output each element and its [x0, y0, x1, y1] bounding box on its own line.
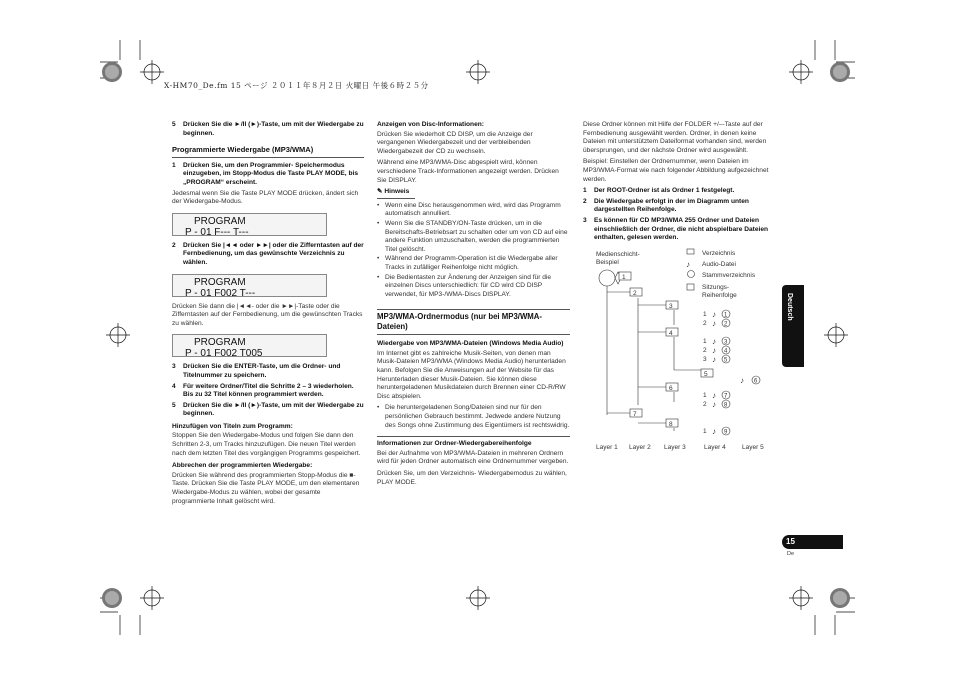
svg-text:♪: ♪ [712, 337, 716, 346]
paragraph: Drücken Sie, um den Verzeichnis- Wiedergabemodus zu wählen, PLAY MODE. [377, 470, 567, 486]
note-bullet: • Während der Programm-Operation ist die Wiedergabe aller Tracks in zufälliger Reihenfolge nicht möglich. [377, 255, 558, 271]
svg-text:♪: ♪ [712, 310, 716, 319]
step-3: 3 Es können für CD MP3/WMA 255 Ordner und Dateien einschließlich der Ordner, die nicht abspielbare Dateien enthalten, gelesen werden. [583, 216, 769, 242]
svg-text:1: 1 [703, 428, 707, 435]
note-bullet: • Die Bedientasten zur Änderung der Anzeigen sind für die einzelnen Discs unterschiedlich: für CD wird CD DISP verwendet, für MP3-/WMA-Discs DISPLAY. [377, 273, 552, 298]
svg-text:3: 3 [724, 339, 728, 346]
paragraph: Stoppen Sie den Wiedergabe-Modus und folgen Sie dann den Schritten 2-3, um Tracks hinzuzufügen. Die neuen Titel werden nach dem letzten Titel des vorgängigen Programms gespeichert. [172, 432, 361, 457]
page-language-code: De [787, 551, 795, 557]
folder-node-6 [666, 383, 678, 392]
paragraph: Drücken Sie dann die |◄◄- oder die ►►|-Taste oder die Zifferntasten auf der Fernbedienung, um die gewünschten Tracks zu wählen. [172, 302, 363, 327]
file-row [703, 337, 730, 346]
language-tab: Deutsch [782, 285, 804, 367]
step-2: 2 Die Wiedergabe erfolgt in der im Diagramm unten dargestellten Reihenfolge. [583, 197, 749, 214]
svg-text:♪: ♪ [712, 391, 716, 400]
lcd-display-1: PROGRAM P - 01 F--- T--- [172, 213, 327, 236]
svg-text:2: 2 [703, 320, 707, 327]
page-header: X-HM70_De.fm 15 ページ ２０１１年８月２日 火曜日 午後６時２５分 [164, 81, 429, 90]
legend-session: Sitzungs- [702, 284, 730, 291]
file-row [703, 319, 730, 328]
paragraph: Drücken Sie während des programmierten Stopp-Modus die ■-Taste. Drücken Sie die Taste PLAY MODE, um den elementaren Wiedergabe-Modus zu wählen, wobei der gesamte programmierte Inhalt gelöscht wird. [172, 471, 360, 505]
svg-text:2: 2 [633, 290, 637, 297]
step-3: 3 Drücken Sie die ENTER-Taste, um die Ordner- und Titelnummer zu speichern. [172, 363, 341, 379]
folder-node-1 [619, 272, 631, 281]
lcd-display-2: PROGRAM P - 01 F002 T--- [172, 274, 327, 297]
svg-text:3: 3 [703, 356, 707, 363]
layer-label: Layer 3 [664, 444, 686, 451]
registration-mark-bottom-right [789, 586, 813, 610]
column-1 [172, 121, 364, 509]
section-heading-mp3-mode: MP3/WMA-Ordnermodus (nur bei MP3/WMA-Dateien) [377, 309, 570, 335]
paragraph: Im Internet gibt es zahlreiche Musik-Seiten, von denen man Musik-Dateien MP3/WMA (Windows Media Audio) herunterladen kann. Befolgen Sie die Anweisungen auf der Website für das Herunterladen dieser Musik-Dateien. Sie können diese heruntergeladenen Musikdateien durch Brennen einer CD-R/RW Disc abspielen. [377, 349, 566, 400]
legend-folder: Verzeichnis [702, 250, 736, 257]
paragraph: Diese Ordner können mit Hilfe der FOLDER +/–-Taste auf der Fernbedienung ausgewählt werden. Ordner, in denen keine Dateien mit unterstütztem Dateiformat vorhanden sind, werden übersprungen, und der nächste Ordner wird ausgewählt. [583, 121, 767, 154]
file-row [703, 391, 730, 400]
note-heading: ✎ Hinweis [377, 188, 415, 199]
step-5b: 5 Drücken Sie die ►/II (►)-Taste, um mit der Wiedergabe zu beginnen. [172, 401, 364, 418]
folder-node-2 [630, 288, 642, 297]
step-2: 2 Drücken Sie |◄◄ oder ►►| oder die Zifferntasten auf der Fernbedienung, um das gewünschte Verzeichnis zu wählen. [172, 241, 364, 266]
paragraph: Jedesmal wenn Sie die Taste PLAY MODE drücken, ändert sich der Wiedergabe-Modus. [172, 189, 359, 206]
svg-text:2: 2 [703, 347, 707, 354]
registration-mark-top-right [789, 60, 813, 84]
subheading-cancel: Abbrechen der programmierten Wiedergabe: [172, 462, 313, 470]
svg-text:3: 3 [669, 303, 673, 310]
registration-mark-mid-right [824, 323, 848, 347]
layer-label: Layer 5 [742, 444, 764, 451]
note-icon: ✎ [377, 188, 383, 196]
subheading-add-titles: Hinzufügen von Titeln zum Programm: [172, 422, 293, 430]
file-row [703, 355, 730, 364]
subheading-disc-info: Anzeigen von Disc-Informationen: [377, 121, 484, 128]
layer-label: Layer 2 [629, 444, 651, 451]
svg-text:1: 1 [622, 274, 626, 281]
lcd-display-3: PROGRAM P - 01 F002 T005 [172, 334, 327, 357]
registration-mark-mid-left [106, 323, 130, 347]
svg-text:1: 1 [703, 311, 707, 318]
legend-root: Stammverzeichnis [702, 272, 756, 279]
file-row [740, 376, 760, 385]
svg-text:♪: ♪ [712, 427, 716, 436]
paragraph: Beispiel: Einstellen der Ordnernummer, wenn Dateien im MP3/WMA-Format wie nach folgender Abbildung aufgezeichnet werden. [583, 158, 769, 183]
page-number: 15 [786, 537, 795, 546]
svg-text:6: 6 [669, 385, 673, 392]
step-1: 1 Drücken Sie, um den Programmier- Speichermodus einzugeben, im Stopp-Modus die Taste PLAY MODE, bis „PROGRAM“ erscheint. [172, 161, 358, 186]
example-label: Beispiel [596, 259, 619, 266]
music-note-icon: ♪ [686, 260, 690, 269]
svg-text:8: 8 [669, 421, 673, 428]
svg-text:4: 4 [724, 348, 728, 355]
svg-text:♪: ♪ [712, 400, 716, 409]
root-icon [688, 271, 695, 278]
registration-mark-top-left [140, 60, 164, 84]
svg-text:8: 8 [724, 402, 728, 409]
svg-text:1: 1 [703, 338, 707, 345]
section-heading-program: Programmierte Wiedergabe (MP3/WMA) [172, 146, 364, 158]
svg-text:6: 6 [754, 378, 758, 385]
folder-node-5 [701, 369, 713, 378]
color-target-bottom-left [102, 588, 122, 608]
paragraph: Während eine MP3/WMA-Disc abgespielt wird, können verschiedene Track-Informationen angezeigt werden. Drücken Sie DISPLAY. [377, 159, 559, 184]
color-target-top-right [830, 62, 850, 82]
svg-text:♪: ♪ [740, 376, 744, 385]
svg-text:1: 1 [703, 392, 707, 399]
svg-text:9: 9 [724, 429, 728, 436]
layer-label: Layer 1 [596, 444, 618, 451]
color-target-bottom-right [830, 588, 850, 608]
subheading-folder-order: Informationen zur Ordner-Wiedergabereihenfolge [377, 436, 570, 449]
svg-text:4: 4 [669, 330, 673, 337]
svg-text:♪: ♪ [712, 319, 716, 328]
legend-session: Reihenfolge [702, 292, 737, 299]
svg-text:2: 2 [703, 401, 707, 408]
color-target-top-left [102, 62, 122, 82]
example-label: Medienschicht- [596, 251, 640, 258]
column-2 [377, 121, 570, 490]
registration-mark-bottom-left [140, 586, 164, 610]
legend-audio: Audio-Datei [702, 261, 736, 268]
folder-node-7 [630, 409, 642, 418]
svg-text:7: 7 [724, 393, 728, 400]
folder-node-4 [666, 328, 678, 337]
svg-text:♪: ♪ [712, 355, 716, 364]
folder-node-3 [666, 301, 678, 310]
folder-node-8 [666, 419, 678, 428]
svg-text:5: 5 [724, 357, 728, 364]
paragraph: Bei der Aufnahme von MP3/WMA-Dateien in mehreren Ordnern wird für jeden Ordner automatisch eine Ordnernummer vergeben. [377, 449, 569, 466]
bullet: • Die heruntergeladenen Song/Dateien sind nur für den persönlichen Gebrauch bestimmt. Jedwede andere Nutzung des Songs ohne Zustimmung des Eigentümers ist rechtswidrig. [377, 404, 570, 429]
svg-text:5: 5 [704, 371, 708, 378]
step-4: 4 Für weitere Ordner/Titel die Schritte 2 – 3 wiederholen. Bis zu 32 Titel können programmiert werden. [172, 382, 354, 399]
file-row [703, 400, 730, 409]
folder-icon [687, 249, 694, 254]
column-3 [583, 121, 778, 245]
file-row [703, 427, 730, 436]
step-5: 5 Drücken Sie die ►/II (►)-Taste, um mit der Wiedergabe zu beginnen. [172, 121, 364, 137]
svg-text:1: 1 [724, 312, 728, 319]
file-row [703, 310, 730, 319]
svg-text:7: 7 [633, 411, 637, 418]
file-row [703, 346, 730, 355]
step-1: 1 Der ROOT-Ordner ist als Ordner 1 festgelegt. [583, 187, 735, 195]
folder-structure-diagram [590, 245, 780, 455]
svg-text:2: 2 [724, 321, 728, 328]
subheading-wma: Wiedergabe von MP3/WMA-Dateien (Windows Media Audio) [377, 340, 564, 348]
note-bullet: • Wenn eine Disc herausgenommen wird, wird das Programm automatisch annulliert. [377, 201, 561, 218]
session-order-icon [687, 284, 694, 290]
layer-label: Layer 4 [704, 444, 726, 451]
note-bullet: • Wenn Sie die STANDBY/ON-Taste drücken, um in die Bereitschafts-Betriebsart zu schalten oder um von CD auf eine andere Funktion umzuschalten, werden die programmierten Titel gelöscht. [377, 219, 568, 253]
registration-mark-top-center [466, 60, 490, 84]
paragraph: Drücken Sie wiederholt CD DISP, um die Anzeige der vergangenen Wiedergabezeit und der verbleibenden Wiedergabezeit der CD zu wechseln. [377, 130, 533, 155]
root-node [599, 270, 615, 286]
svg-text:♪: ♪ [712, 346, 716, 355]
registration-mark-bottom-center [466, 586, 490, 610]
